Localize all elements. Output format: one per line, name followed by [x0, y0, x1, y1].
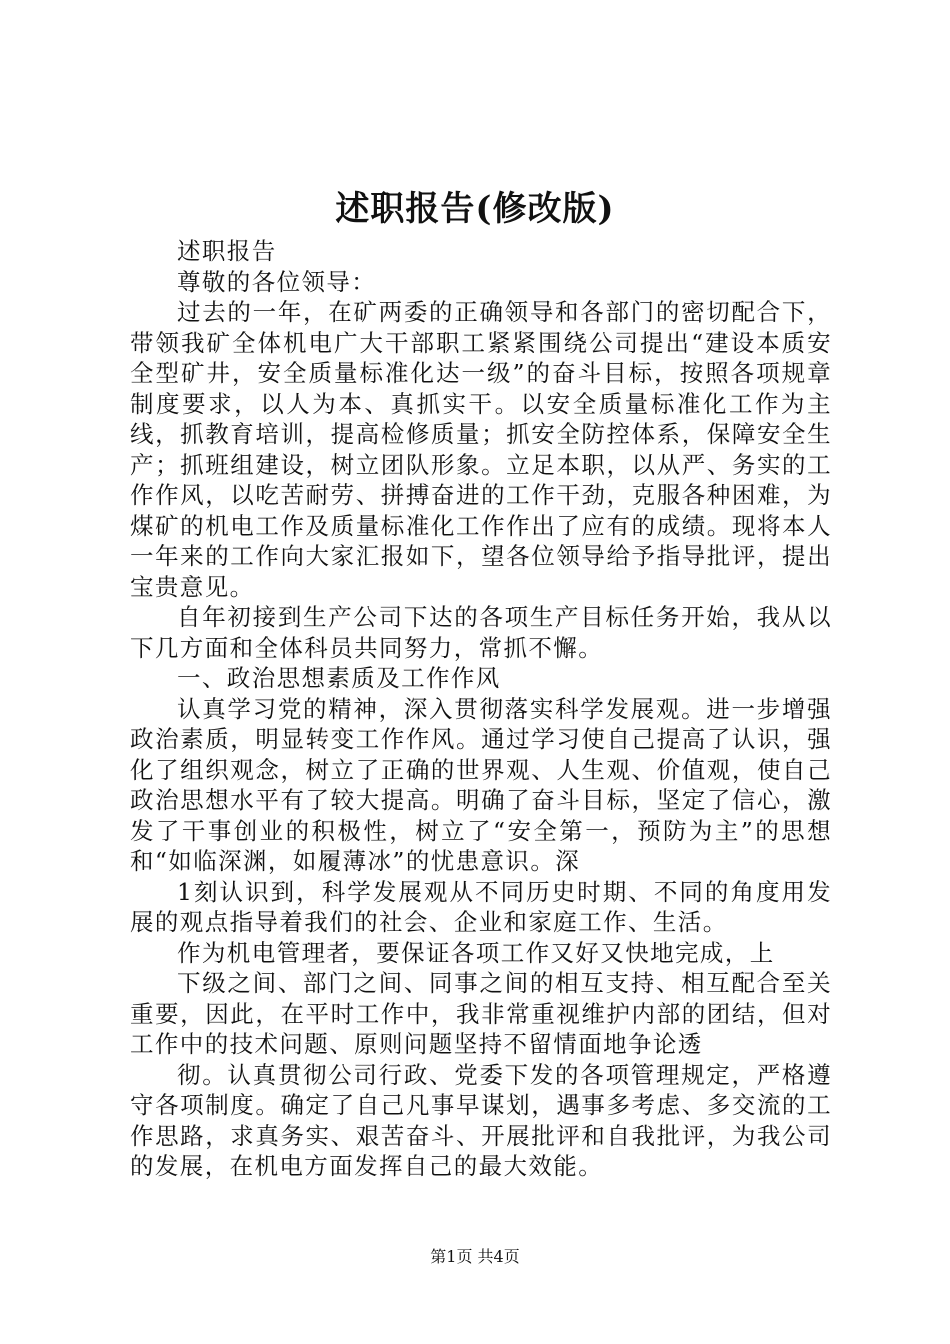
paragraph-manager: 作为机电管理者，要保证各项工作又好又快地完成，上	[177, 938, 775, 967]
paragraph-politics: 认真学习党的精神，深入贯彻落实科学发展观。进一步增强政治素质，明显转变工作作风。通过学习使自己提高了认识，强化了组织观念，树立了正确的世界观、人生观、价值观，使自己政治思想水平有了较大提高。明确了奋斗目标，坚定了信心，激发了干事创业的积极性，树立了“安全第一，预防为主”的思想和“如临深渊，如履薄冰”的忧患意识。深	[130, 694, 832, 875]
paragraph-regulations: 彻。认真贯彻公司行政、党委下发的各项管理规定，严格遵守各项制度。确定了自己凡事早谋划，遇事多考虑、多交流的工作思路，求真务实、艰苦奋斗、开展批评和自我批评，为我公司的发展，在机电方面发挥自己的最大效能。	[130, 1060, 832, 1180]
paragraph-tasks: 自年初接到生产公司下达的各项生产目标任务开始，我从以下几方面和全体科员共同努力，常抓不懈。	[130, 603, 832, 662]
document-title: 述职报告(修改版)	[335, 189, 615, 229]
page-number-footer: 第1页 共4页	[430, 1247, 520, 1266]
paragraph-salutation: 尊敬的各位领导：	[177, 267, 377, 296]
document-body	[130, 236, 832, 1182]
paragraph-heading: 述职报告	[177, 237, 277, 265]
paragraph-intro: 过去的一年，在矿两委的正确领导和各部门的密切配合下，带领我矿全体机电广大干部职工紧紧围绕公司提出“建设本质安全型矿井，安全质量标准化达一级”的奋斗目标，按照各项规章制度要求，以人为本、真抓实干。以安全质量标准化工作为主线，抓教育培训，提高检修质量；抓安全防控体系，保障安全生产；抓班组建设，树立团队形象。立足本职，以从严、务实的工作作风，以吃苦耐劳、拼搏奋进的工作干劲，克服各种困难，为煤矿的机电工作及质量标准化工作作出了应有的成绩。现将本人一年来的工作向大家汇报如下，望各位领导给予指导批评，提出宝贵意见。	[130, 298, 832, 601]
section-heading-1: 一、政治思想素质及工作作风	[177, 664, 501, 692]
paragraph-development: 1刻认识到，科学发展观从不同历史时期、不同的角度用发展的观点指导着我们的社会、企业和家庭工作、生活。	[130, 877, 832, 936]
paragraph-cooperation: 下级之间、部门之间、同事之间的相互支持、相互配合至关重要，因此，在平时工作中，我非常重视维护内部的团结，但对工作中的技术问题、原则问题坚持不留情面地争论透	[130, 969, 832, 1058]
